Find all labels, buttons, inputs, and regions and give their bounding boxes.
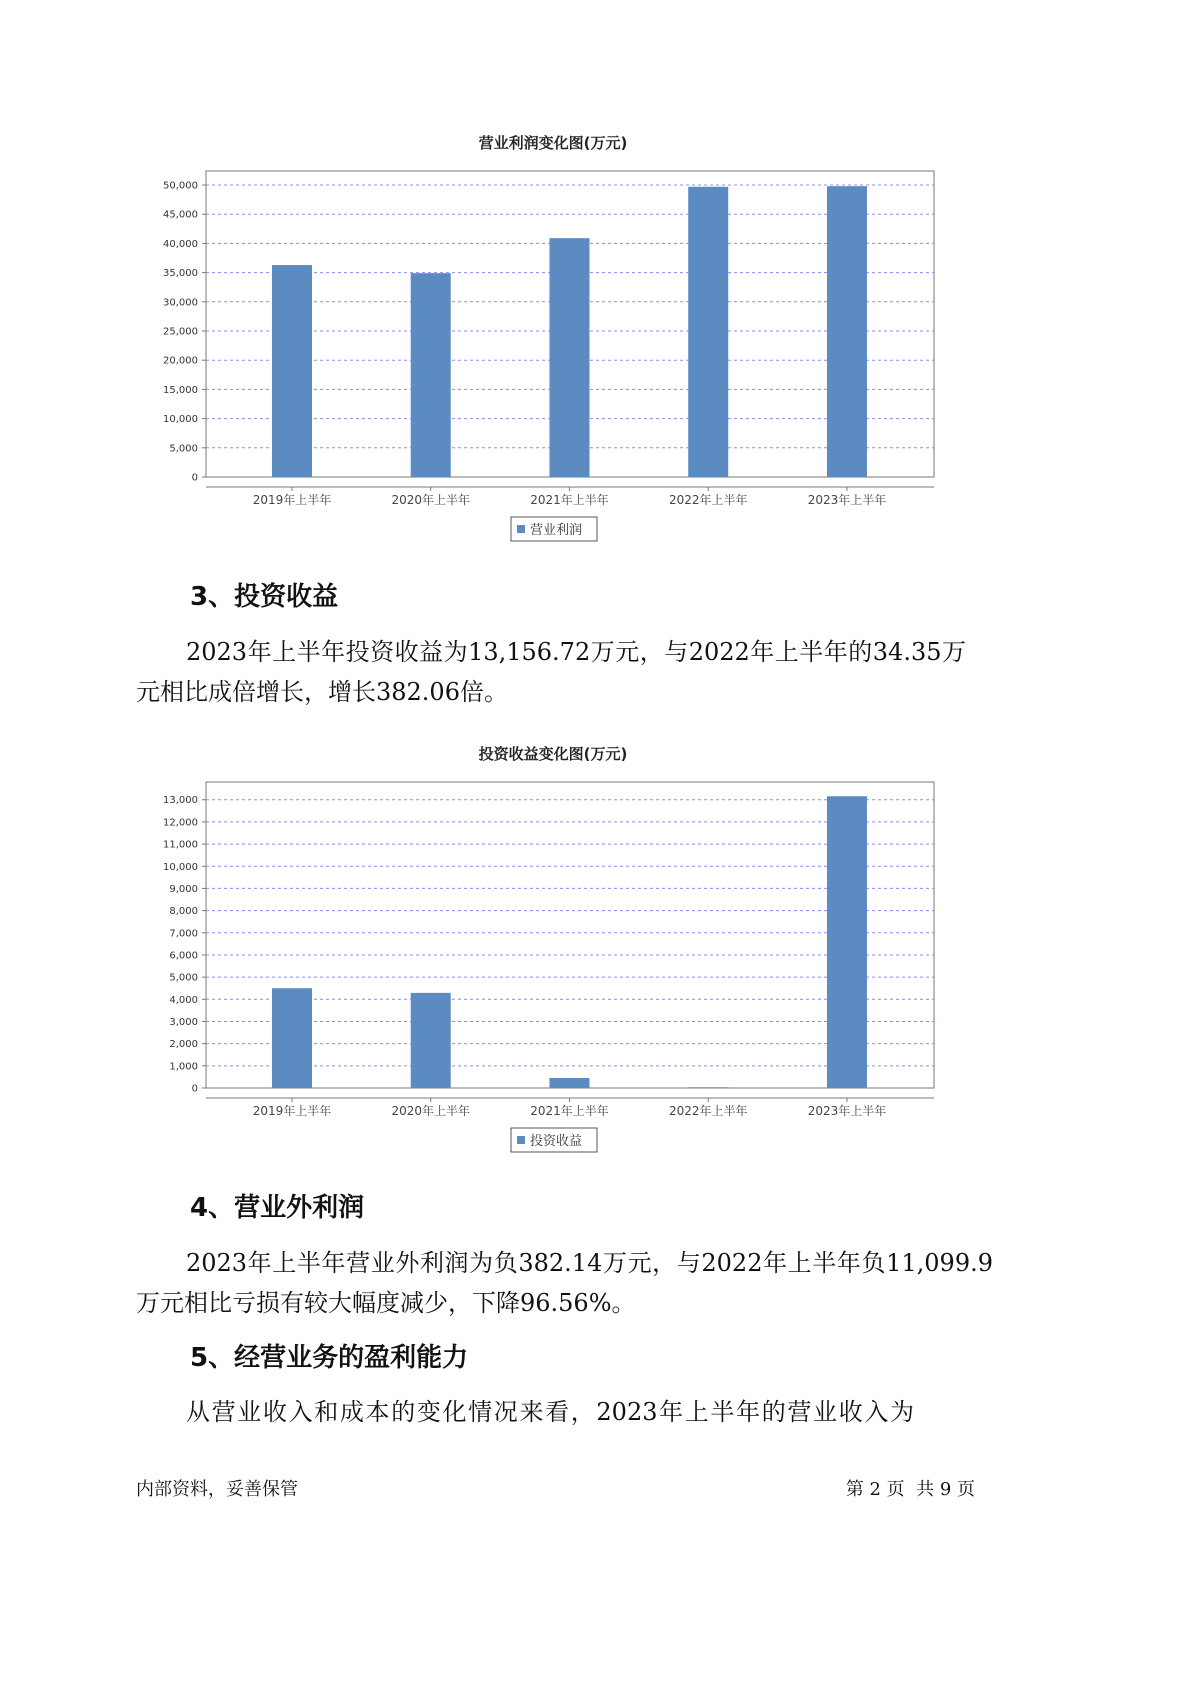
paragraph-line: 元相比成倍增长，增长382.06倍。 xyxy=(136,678,508,706)
y-tick-label: 3,000 xyxy=(169,1016,198,1028)
y-tick-label: 50,000 xyxy=(163,180,198,192)
y-tick-label: 30,000 xyxy=(163,297,198,309)
bar-2 xyxy=(411,993,451,1088)
bar-4 xyxy=(688,187,728,477)
plot-area xyxy=(206,782,934,1088)
y-tick-label: 2,000 xyxy=(169,1039,198,1051)
x-category-label: 2022年上半年 xyxy=(668,493,748,507)
paragraph-line: 2023年上半年投资收益为13,156.72万元，与2022年上半年的34.35万 xyxy=(186,638,966,666)
y-tick-label: 9,000 xyxy=(169,883,198,895)
x-category-label: 2019年上半年 xyxy=(252,493,332,507)
y-tick-label: 15,000 xyxy=(163,384,198,396)
y-tick-label: 12,000 xyxy=(163,817,198,829)
bar-1 xyxy=(272,265,312,477)
x-category-label: 2023年上半年 xyxy=(807,1104,887,1118)
y-tick-label: 35,000 xyxy=(163,268,198,280)
bar-5 xyxy=(827,796,867,1088)
section-heading-investment-income: 3、投资收益 xyxy=(190,582,339,612)
footer-confidential-note: 内部资料，妥善保管 xyxy=(136,1479,298,1500)
x-category-label: 2021年上半年 xyxy=(530,493,609,507)
chart-marks xyxy=(163,171,934,507)
y-tick-label: 1,000 xyxy=(169,1061,198,1073)
x-category-label: 2019年上半年 xyxy=(252,1104,332,1118)
y-tick-label: 4,000 xyxy=(169,994,198,1006)
y-tick-label: 0 xyxy=(191,1083,198,1095)
y-tick-label: 7,000 xyxy=(169,928,198,940)
chart-legend xyxy=(511,517,597,541)
x-category-label: 2023年上半年 xyxy=(807,493,887,507)
y-tick-label: 8,000 xyxy=(169,906,198,918)
operating-profit-chart xyxy=(0,125,1191,550)
x-category-label: 2022年上半年 xyxy=(668,1104,748,1118)
section-heading-non-operating-profit: 4、营业外利润 xyxy=(190,1193,365,1223)
y-tick-label: 40,000 xyxy=(163,238,198,250)
legend-label: 投资收益 xyxy=(530,1134,583,1149)
section-heading-profitability: 5、经营业务的盈利能力 xyxy=(190,1343,469,1373)
y-tick-label: 5,000 xyxy=(169,972,198,984)
bar-5 xyxy=(827,186,867,477)
bar-4 xyxy=(688,1087,728,1088)
legend-swatch xyxy=(517,1136,525,1144)
footer-page-number: 第 2 页 共 9 页 xyxy=(845,1479,975,1500)
chart-legend xyxy=(511,1128,597,1152)
y-tick-label: 0 xyxy=(191,472,198,484)
paragraph-line: 万元相比亏损有较大幅度减少，下降96.56%。 xyxy=(136,1289,636,1317)
x-category-label: 2020年上半年 xyxy=(391,493,470,507)
bar-3 xyxy=(549,238,589,477)
paragraph-line: 2023年上半年营业外利润为负382.14万元，与2022年上半年负11,099.9 xyxy=(186,1249,993,1277)
legend-swatch xyxy=(517,525,525,533)
y-tick-label: 10,000 xyxy=(163,414,198,426)
bar-2 xyxy=(411,273,451,477)
y-tick-label: 5,000 xyxy=(169,443,198,455)
chart-title: 营业利润变化图(万元) xyxy=(478,134,628,152)
y-tick-label: 25,000 xyxy=(163,326,198,338)
x-category-label: 2020年上半年 xyxy=(391,1104,470,1118)
investment-income-chart xyxy=(0,736,1191,1161)
y-tick-label: 20,000 xyxy=(163,355,198,367)
legend-label: 营业利润 xyxy=(530,523,583,538)
y-tick-label: 6,000 xyxy=(169,950,198,962)
y-tick-label: 11,000 xyxy=(163,839,198,851)
y-tick-label: 45,000 xyxy=(163,209,198,221)
bar-1 xyxy=(272,988,312,1088)
chart-title: 投资收益变化图(万元) xyxy=(478,745,628,763)
paragraph-line: 从营业收入和成本的变化情况来看，2023年上半年的营业收入为 xyxy=(186,1398,914,1426)
bar-3 xyxy=(549,1078,589,1088)
y-tick-label: 13,000 xyxy=(163,795,198,807)
y-tick-label: 10,000 xyxy=(163,861,198,873)
chart-marks xyxy=(163,782,934,1118)
x-category-label: 2021年上半年 xyxy=(530,1104,609,1118)
